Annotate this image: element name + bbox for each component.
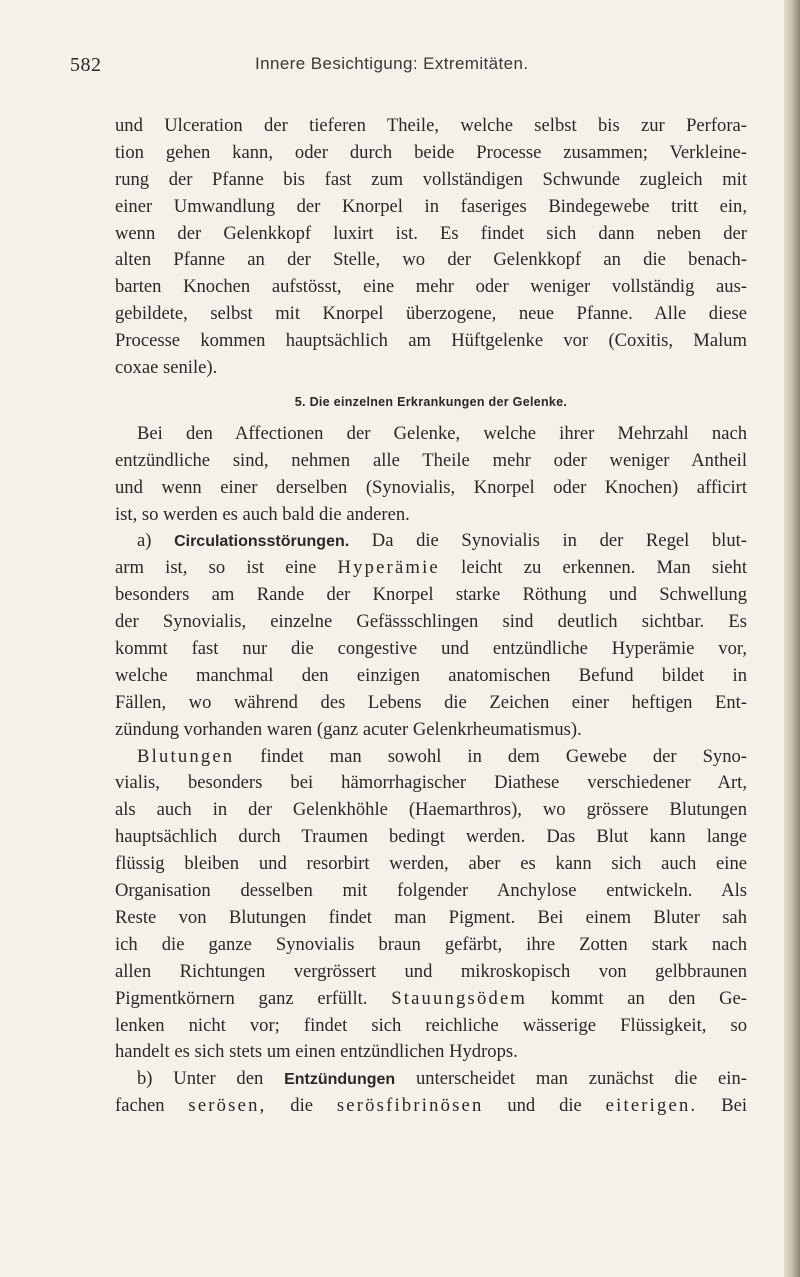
subsection-term: Entzündungen (284, 1071, 396, 1089)
text-line: einer Umwandlung der Knorpel in faseriges Bindegewebe tritt ein, (115, 195, 747, 217)
text-span: Pigmentkörnern ganz erfüllt. (115, 987, 368, 1009)
text-line (115, 1066, 747, 1093)
text-line: entzündliche sind, nehmen alle Theile mehr oder weniger Antheil (115, 449, 747, 471)
emphasis-term: serösen, (188, 1095, 267, 1117)
text-line (115, 986, 747, 1013)
text-line: und Ulceration der tieferen Theile, welche selbst bis zur Perfora- (115, 115, 747, 136)
text-line: hauptsächlich durch Traumen bedingt werden. Das Blut kann lange (115, 826, 747, 848)
text-line: der Synovialis, einzelne Gefässschlingen sind deutlich sichtbar. Es (115, 611, 747, 633)
emphasis-term: serösfibrinösen (336, 1095, 484, 1117)
text-line: welche manchmal den einzigen anatomischen Befund bildet in (115, 664, 747, 686)
text-line: tion gehen kann, oder durch beide Processe zusammen; Verkleine- (115, 141, 747, 163)
text-span: Da die Synovialis in der Regel blut- (371, 530, 747, 552)
text-line: Reste von Blutungen findet man Pigment. Bei einem Bluter sah (115, 906, 747, 928)
body-text (115, 113, 747, 1120)
text-span: die (290, 1095, 313, 1117)
text-line: Organisation desselben mit folgender Anchylose entwickeln. Als (115, 880, 747, 902)
text-line (115, 528, 747, 555)
text-line (115, 744, 747, 771)
emphasis-term: Stauungsödem (391, 987, 528, 1009)
text-line: lenken nicht vor; findet sich reichliche wässerige Flüssigkeit, so (115, 1014, 747, 1036)
paragraph-affectionen (115, 421, 747, 529)
text-line: flüssig bleiben und resorbirt werden, aber es kann sich auch eine (115, 853, 747, 875)
paragraph-circulation (115, 528, 747, 743)
text-span: fachen (115, 1095, 165, 1117)
text-line: coxae senile). (115, 357, 218, 379)
text-line: handelt es sich stets um einen entzündlichen Hydrops. (115, 1041, 518, 1063)
text-line: Fällen, wo während des Lebens die Zeichen einer heftigen Ent- (115, 691, 747, 713)
text-span: arm ist, so ist eine (115, 557, 317, 579)
text-line: Processe kommen hauptsächlich am Hüftgelenke vor (Coxitis, Malum (115, 330, 747, 352)
text-line: wenn der Gelenkkopf luxirt ist. Es findet sich dann neben der (115, 222, 747, 244)
text-line: als auch in der Gelenkhöhle (Haemarthros), wo grössere Blutungen (115, 799, 747, 821)
list-marker: a) (137, 530, 152, 552)
text-line: allen Richtungen vergrössert und mikroskopisch von gelbbraunen (115, 960, 747, 982)
text-line: ist, so werden es auch bald die anderen. (115, 503, 410, 525)
text-line (115, 555, 747, 582)
text-span: unterscheidet man zunächst die ein- (415, 1068, 747, 1090)
text-line: kommt fast nur die congestive und entzündliche Hyperämie vor, (115, 638, 747, 660)
text-line: rung der Pfanne bis fast zum vollständigen Schwunde zugleich mit (115, 168, 747, 190)
text-line: besonders am Rande der Knorpel starke Röthung und Schwellung (115, 584, 747, 606)
text-span: leicht zu erkennen. Man sieht (461, 557, 748, 579)
running-title: Innere Besichtigung: Extremitäten. (255, 54, 529, 73)
text-line: zündung vorhanden waren (ganz acuter Gelenkrheumatismus). (115, 718, 582, 740)
emphasis-term: Hyperämie (337, 557, 440, 579)
page-number: 582 (70, 54, 102, 76)
text-line: und wenn einer derselben (Synovialis, Knorpel oder Knochen) afficirt (115, 476, 747, 498)
text-span: Unter den (173, 1068, 264, 1090)
text-span: findet man sowohl in dem Gewebe der Syno- (260, 745, 747, 767)
text-line: alten Pfanne an der Stelle, wo der Gelenkkopf an die benach- (115, 249, 747, 271)
text-line (115, 1093, 747, 1120)
text-span: kommt an den Ge- (550, 987, 747, 1009)
text-span: Bei (721, 1095, 748, 1117)
paragraph-blutungen (115, 744, 747, 1067)
text-line: Bei den Affectionen der Gelenke, welche ihrer Mehrzahl nach (137, 422, 747, 444)
paragraph-ulceration (115, 113, 747, 382)
list-marker: b) (137, 1068, 153, 1090)
page-header (70, 54, 740, 84)
subsection-term: Circulationsstörungen. (174, 533, 350, 551)
paragraph-entzuendungen (115, 1066, 747, 1120)
emphasis-term: eiterigen. (605, 1095, 698, 1117)
page-edge-shadow (784, 0, 800, 1277)
emphasis-term: Blutungen (137, 745, 235, 767)
text-line: gebildete, selbst mit Knorpel überzogene, neue Pfanne. Alle diese (115, 303, 747, 325)
section-heading: 5. Die einzelnen Erkrankungen der Gelenke. (294, 394, 568, 409)
text-span: und die (507, 1095, 582, 1117)
text-line: ich die ganze Synovialis braun gefärbt, ihre Zotten stark nach (115, 933, 747, 955)
text-line: vialis, besonders bei hämorrhagischer Diathese verschiedener Art, (115, 772, 747, 794)
text-line: barten Knochen aufstösst, eine mehr oder weniger vollständig aus- (115, 276, 747, 298)
